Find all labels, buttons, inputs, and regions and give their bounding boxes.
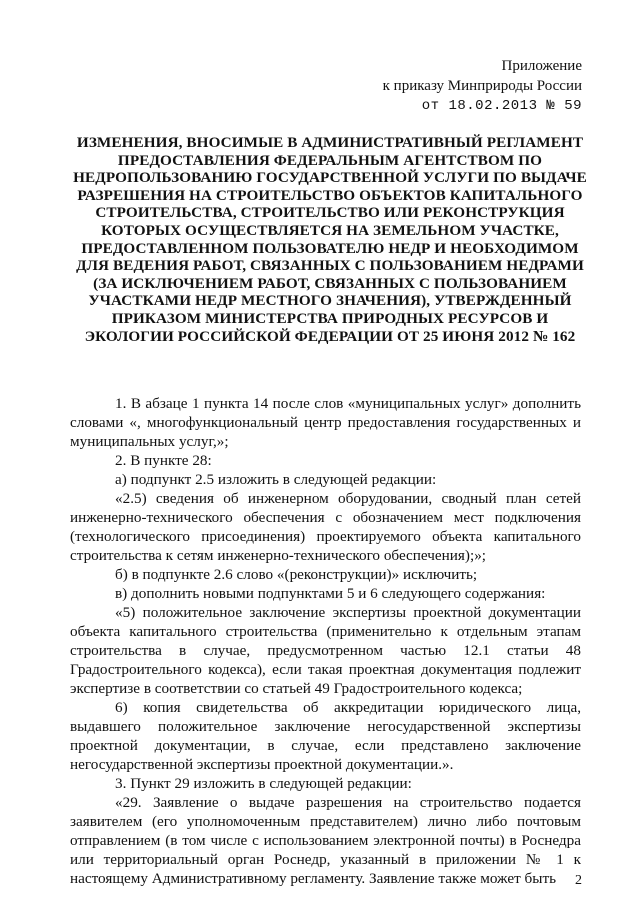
paragraph-8: 6) копия свидетельства об аккредитации юридического лица, выдавшего положительное заключение негосударственной экспертизы проектной документации, в случае, если представлено заключение негосударственной экспертизы проектной документации.». <box>70 699 581 773</box>
paragraph-10: «29. Заявление о выдаче разрешения на строительство подается заявителем (его уполномоченным представителем) лично либо почтовым отправлением (в том числе с использованием электронной почты) в Роснедра или территориальный орган Роснедр, указанный в приложении № 1 к настоящему Административному регламенту. Заявление также может быть <box>70 794 581 887</box>
paragraph-9: 3. Пункт 29 изложить в следующей редакции: <box>115 775 412 792</box>
paragraph-6: в) дополнить новыми подпунктами 5 и 6 следующего содержания: <box>115 585 546 602</box>
paragraph-3: а) подпункт 2.5 изложить в следующей редакции: <box>115 471 437 488</box>
page-number: 2 <box>575 873 582 888</box>
paragraph-2: 2. В пункте 28: <box>115 452 212 469</box>
paragraph-7: «5) положительное заключение экспертизы проектной документации объекта капитального строительства (применительно к отдельным этапам строительства в случае, предусмотренном частью 12.1 статьи 48 Градостроительного кодекса), если такая проектная документация подлежит экспертизе в соответствии со статьей 49 Градостроительного кодекса; <box>70 604 581 697</box>
paragraph-1: 1. В абзаце 1 пункта 14 после слов «муниципальных услуг» дополнить словами «, многофункциональный центр предоставления государственных и муниципальных услуг,»; <box>70 395 581 450</box>
appendix-label: Приложение <box>501 58 582 74</box>
paragraph-5: б) в подпункте 2.6 слово «(реконструкции)» исключить; <box>115 566 478 583</box>
paragraph-4: «2.5) сведения об инженерном оборудовании, сводный план сетей инженерно-технического обеспечения с обозначением мест подключения (технологического присоединения) проектируемого объекта капитального строительства к сетям инженерно-технического обеспечения);»; <box>70 490 581 564</box>
order-reference: к приказу Минприроды России <box>382 78 582 94</box>
document-header <box>322 56 582 116</box>
document-body <box>70 394 581 888</box>
order-date-number: от 18.02.2013 № 59 <box>421 98 582 114</box>
document-title: ИЗМЕНЕНИЯ, ВНОСИМЫЕ В АДМИНИСТРАТИВНЫЙ РЕГЛАМЕНТ ПРЕДОСТАВЛЕНИЯ ФЕДЕРАЛЬНЫМ АГЕНТСТВОМ ПО НЕДРОПОЛЬЗОВАНИЮ ГОСУДАРСТВЕННОЙ УСЛУГИ ПО ВЫДАЧЕ РАЗРЕШЕНИЯ НА СТРОИТЕЛЬСТВО ОБЪЕКТОВ КАПИТАЛЬНОГО СТРОИТЕЛЬСТВА, СТРОИТЕЛЬСТВО ИЛИ РЕКОНСТРУКЦИЯ КОТОРЫХ ОСУЩЕСТВЛЯЕТСЯ НА ЗЕМЕЛЬНОМ УЧАСТКЕ, ПРЕДОСТАВЛЕННОМ ПОЛЬЗОВАТЕЛЮ НЕДР И НЕОБХОДИМОМ ДЛЯ ВЕДЕНИЯ РАБОТ, СВЯЗАННЫХ С ПОЛЬЗОВАНИЕМ НЕДРАМИ (ЗА ИСКЛЮЧЕНИЕМ РАБОТ, СВЯЗАННЫХ С ПОЛЬЗОВАНИЕМ УЧАСТКАМИ НЕДР МЕСТНОГО ЗНАЧЕНИЯ), УТВЕРЖДЕННЫЙ ПРИКАЗОМ МИНИСТЕРСТВА ПРИРОДНЫХ РЕСУРСОВ И ЭКОЛОГИИ РОССИЙСКОЙ ФЕДЕРАЦИИ ОТ 25 ИЮНЯ 2012 № 162 <box>73 134 587 345</box>
